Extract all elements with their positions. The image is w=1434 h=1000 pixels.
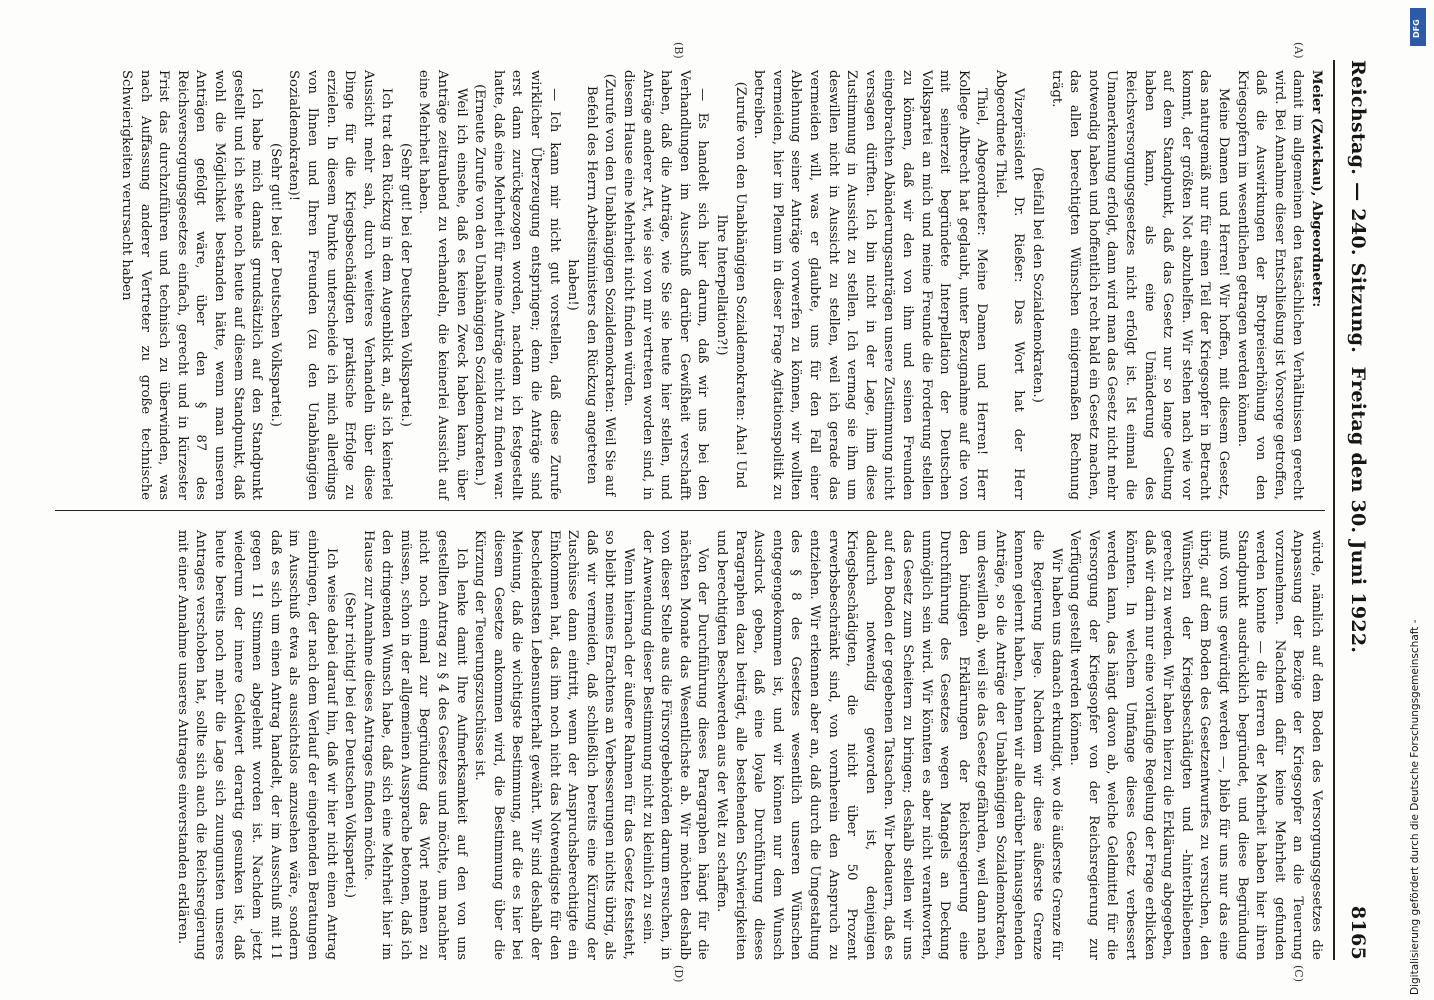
interjection: (Sehr gut! bei der Deutschen Volkspartei.) [397, 143, 413, 427]
paragraph: — Es handelt sich hier darum, daß wir uns bei den Verhandlungen im Ausschuß darüber Gewißheit verschafft haben, daß die Anträge, wie Sie sie heute hier stellen, und Anträge anderer Art, wie sie von mir vertreten worden sind, in diesem Hause eine Mehrheit nicht finden würden. [621, 70, 711, 500]
interjection: (Zurufe von den Unabhängigen Sozialdemokraten: Weil Sie auf Befehl des Herrn Arbeitsministers den Rückzug angetreten haben!) [565, 73, 618, 497]
paragraph: Ich habe mich damals grundsätzlich auf den Standpunkt gestellt und ich stehe noch heute auf diesem Standpunkt, daß wohl die Möglichkeit bestanden hätte, wenn man unseren Anträgen gefolgt wäre, über den § 87 des Reichsversorgungsgesetzes einfach, gerecht und in kürzester Frist das durchzuführen und technisch zu überwinden, was nach Auffassung anderer Vertreter zu große technische Schwierigkeiten verursacht haben [119, 70, 265, 500]
page-number: 8165 [1347, 905, 1369, 960]
speaker-heading: Meier (Zwickau), Abgeordneter: [1309, 70, 1324, 308]
paragraph: Ich weise dabei darauf hin, daß wir hier nicht einen Antrag einbringen, der nach dem Verlauf der eingehenden Beratungen im Ausschuß etwa als aussichtslos anzusehen wäre, sondern daß es sich um einen Antrag handelt, der im Ausschuß mit 11 gegen 11 Stimmen abgelehnt worden ist. Nachdem jetzt wiederum der innere Geldwert derartig gesunken ist, daß heute bereits noch mehr die Lage sich zuungunsten unseres Antrages verschoben hat, sollte sich auch die Reichsregierung mit einer Annahme unseres Antrages einverstanden erklären. [174, 530, 339, 960]
paragraph: Von der Durchführung dieses Paragraphen hängt für die nächsten Monate das Wesentlichste ab. Wir möchten deshalb von dieser Stelle aus die Fürsorgebehörden darum ersuchen, in der Anwendung dieser Bestimmung nicht zu kleinlich zu sein. [639, 530, 711, 960]
left-column [116, 70, 1325, 500]
rotated-page-content [35, 40, 1375, 983]
running-head [1339, 60, 1369, 960]
paragraph: Thiel, Abgeordneter: Meine Damen und Herren! Herr Kollege Albrecht hat geglaubt, unter Bezugnahme auf die von mit seinerzeit begründete Interpellation der Deutschen Volkspartei an mich und meine Freunde die Forderung stellen zu können, daß wir den von ihm und seinen Freunden eingebrachten Abänderungsanträgen unsere Zustimmung nicht versagen dürften. Ich bin nicht in der Lage, ihm diese Zustimmung in Aussicht zu stellen. Ich vermag sie ihm um deswillen nicht in Aussicht zu stellen, weil ich gerade das vermeiden will, was er glaubte, uns für den Fall einer Ablehnung seiner Anträge vorwerfen zu können, wir wollten vermeiden, hier im Plenum in dieser Frage Agitationspolitik zu betreiben. [751, 70, 990, 500]
paragraph: Wir haben uns danach erkundigt, wo die äußerste Grenze für die Regierung liege. Nachdem wir diese äußerste Grenze kennen gelernt haben, lehnen wir alle darüber hinausgehenden Anträge, so die Anträge der Unabhängigen Sozialdemokraten, um deswillen ab, weil sie das Gesetz gefährden, weil dann nach den bündigen Erklärungen der Reichsregierung eine Durchführung des Gesetzes wegen Mangels an Deckung unmöglich sein wird. Wir könnten es aber nicht verantworten, das Gesetz zum Scheitern zu bringen; deshalb stellen wir uns auf den Boden der gegebenen Tatsachen. Wir bedauern, daß es dadurch notwendig geworden ist, denjenigen Kriegsbeschädigten, die nicht über 50 Prozent erwerbsbeschränkt sind, von vornherein den Anspruch zu entziehen. Wir erkennen aber an, daß durch die Umgestaltung des § 8 des Gesetzes wesentlich unseren Wünschen entgegengekommen ist, und wir können nur dem Wunsch Ausdruck geben, daß eine loyale Durchführung dieses Paragraphen dazu beiträgt, alle bestehenden Schwierigkeiten und berechtigten Beschwerden aus der Welt zu schaffen. [714, 530, 1064, 960]
paragraph: Ich lenke damit Ihre Aufmerksamkeit auf den von uns gestellten Antrag zu § 4 des Gesetzes und möchte, um nachher nicht noch einmal zur Begründung das Wort nehmen zu müssen, schon in der allgemeinen Aussprache betonen, daß ich den dringenden Wunsch habe, daß sich eine Mehrheit hier im Hause zur Annahme dieses Antrages finden möchte. [360, 530, 469, 960]
interjection: (Sehr gut! bei der Deutschen Volkspartei.) [267, 143, 283, 427]
header-date: Freitag den 30. Juni 1922. [1347, 366, 1369, 654]
interjection: (Beifall bei den Sozialdemokraten.) [1030, 167, 1046, 403]
text-columns [55, 42, 1325, 983]
paragraph: Ich trat den Rückzug in dem Augenblick an, als ich keinerlei Aussicht mehr sah, durch weiteres Verhandeln über diese Dinge für die Kriegsbeschädigten praktische Erfolge zu erzielen. In diesem Punkte unterscheide ich mich allerdings von Ihnen und Ihren Freunden (zu den Unabhängigen Sozialdemokraten)! [286, 70, 395, 500]
interjection: (Zurufe von den Unabhängigen Sozialdemokraten: Aha! Und Ihre Interpellation?!) [714, 81, 748, 489]
paragraph: würde, nämlich auf dem Boden des Versorgungsgesetzes die Anpassung der Bezüge der Kriegsopfer an die Teuerung vorzunehmen. Nachdem dafür keine Mehrheit gefunden werden konnte — die Herren der Mehrheit haben hier ihren Standpunkt ausdrücklich begründet, und diese Begründung muß von uns gewürdigt werden —, blieb für uns nur das eine übrig, auf dem Boden des Gesetzentwurfes zu versuchen, den Wünschen der Kriegsbeschädigten und -hinterbliebenen gerecht zu werden. Wir haben hierzu die Erklärung abgegeben, daß wir darin nur eine vorläufige Regelung der Frage erblicken könnten. In welchem Umfange dieses Gesetz verbessert werden kann, das hängt davon ab, welche Geldmittel für die Versorgung der Kriegsopfer von der Reichsregierung zur Verfügung gestellt werden können. [1067, 530, 1324, 960]
interjection: (Sehr richtig! bei der Deutschen Volkspartei.) [342, 591, 358, 899]
margin-letter-a: (A) [1292, 42, 1305, 59]
header-rule [1333, 60, 1335, 960]
interjection: (Erneute Zurufe von den Unabhängigen Sozialdemokraten.) [472, 84, 488, 486]
right-column [172, 530, 1325, 960]
paragraph: Vizepräsident Dr. Rießer: Das Wort hat der Herr Abgeordnete Thiel. [992, 70, 1027, 500]
header-left: Reichstag. — 240. Sitzung. [1347, 60, 1369, 354]
column-divider [55, 510, 1325, 511]
paragraph: Wenn hiernach der äußere Rahmen für das Gesetz feststeht, so bleibt meines Erachtens an Verbesserungen nichts übrig, als daß wir vermeiden, daß schließlich bereits eine Kürzung der Zuschüsse dann eintritt, wenn der Anspruchsberechtigte ein Einkommen hat, das ihm noch nicht das Notwendigste für den bescheidensten Lebensunterhalt gewährt. Wir sind deshalb der Meinung, daß die wichtigste Bestimmung, auf die es hier bei diesem Gesetze ankommen wird, die Bestimmung über die Kürzung der Teuerungszuschüsse ist. [472, 530, 637, 960]
dfg-caption: Digitalisierung gefördert durch die Deutsche Forschungsgemeinschaft - [1409, 619, 1421, 995]
paragraph: damit im allgemeinen den tatsächlichen Verhältnissen gerecht wird. Bei Annahme dieser Entschließung ist Vorsorge getroffen, daß die Auswirkungen der Brotpreiserhöhung von den Kriegsopfern im wesentlichen getragen werden können. [1234, 70, 1306, 500]
dfg-funding-strip [1406, 0, 1432, 1000]
dfg-logo: DFG [1410, 8, 1426, 46]
paragraph: Meine Damen und Herren! Wir hoffen, mit diesem Gesetz, das naturgemäß nur für einen Teil der Kriegsopfer in Betracht kommt, der größten Not abzuhelfen. Wir stehen nach wie vor auf dem Standpunkt, daß das Gesetz nur so lange Geltung haben kann, als eine Umänderung des Reichsversorgungsgesetzes nicht erfolgt ist. Ist einmal die Umanerkennung erfolgt, dann wird man das Gesetz nicht mehr notwendig haben und hoffentlich recht bald ein Gesetz machen, das allen berechtigten Wünschen einigermaßen Rechnung trägt. [1048, 70, 1232, 500]
margin-letter-b: (B) [672, 42, 685, 59]
margin-letter-c: (C) [1292, 965, 1305, 982]
paragraph: Weil ich einsehe, daß es keinen Zweck haben kann, über Anträge zeitraubend zu verhandeln, die keinerlei Aussicht auf eine Mehrheit haben. [416, 70, 469, 500]
margin-letter-d: (D) [672, 965, 685, 983]
paragraph: — Ich kann mir nicht gut vorstellen, daß diese Zurufe wirklicher Überzeugung entspringen; denn die Anträge sind erst dann zurückgezogen worden, nachdem ich festgestellt hatte, daß eine Mehrheit für meine Anträge nicht zu finden war. [490, 70, 562, 501]
